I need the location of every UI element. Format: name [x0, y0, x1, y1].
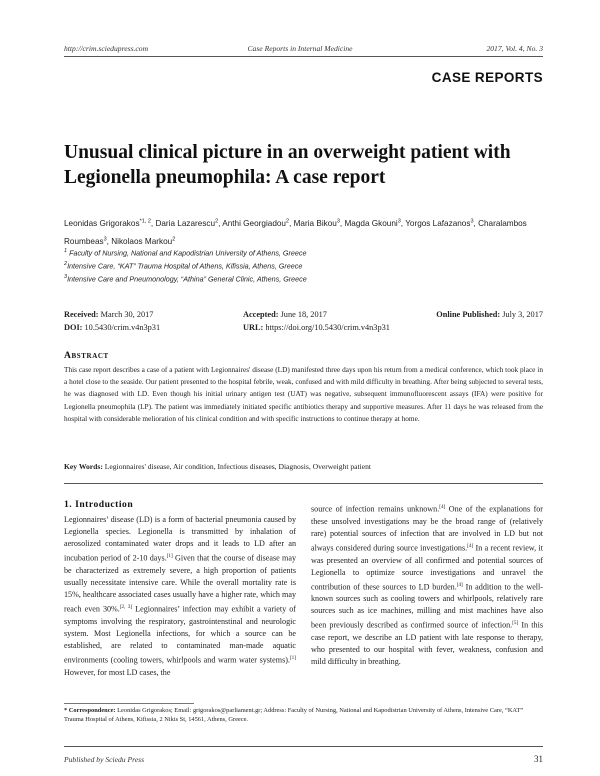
author-list [64, 213, 543, 250]
footer-rule [64, 746, 543, 747]
author: Leonidas Grigorakos$^{*1, 2}$, [64, 218, 156, 228]
affiliation: $^3$Intensive Care and Pneumonology, “Athina” General Clinic, Athens, Greece [64, 273, 307, 284]
header-volume: 2017, Vol. 4, No. 3 [486, 44, 543, 53]
author: Nikolaos Markou$^2$ [111, 236, 176, 247]
affiliation: $^2$Intensive Care, “KAT” Trauma Hospital of Athens, Kifissia, Athens, Greece [64, 260, 303, 271]
affiliations [64, 246, 543, 285]
section-label: CASE REPORTS [431, 70, 543, 85]
keywords: Key Words: Legionnaires' disease, Air condition, Infectious diseases, Diagnosis, Overweight patient [64, 462, 372, 471]
author: Yorgos Lafazanos$^3$, [405, 218, 479, 228]
correspondence-footnote: * Correspondence: Leonidas Grigorakos; Email: grigorakos@parliament.gr; Address: Faculty of Nursing, National and Kapodistrian University of Athens, Intensive Care, “KAT” Trauma Hospital of Athens, Kifissia, 2 Nikis St, 14561, Athens, Greece. [64, 707, 524, 724]
author: Anthi Georgiadou$^2$, [222, 218, 294, 228]
received-date: Received: March 30, 2017 [64, 310, 154, 319]
online-date: Online Published: July 3, 2017 [436, 310, 543, 319]
header-url[interactable]: http://crim.sciedupress.com [64, 44, 149, 53]
article-url[interactable]: URL: https://doi.org/10.5430/crim.v4n3p31 [243, 323, 390, 332]
abstract-heading: Abstract [64, 350, 109, 361]
header-journal: Case Reports in Internal Medicine [247, 44, 353, 53]
section-heading: 1. Introduction [64, 499, 134, 510]
author: Charalambos Roumbeas$^3$, [64, 218, 527, 247]
divider [64, 483, 543, 484]
author: Maria Bikou$^3$, [293, 218, 345, 228]
intro-left-column: Legionnaires’ disease (LD) is a form of bacterial pneumonia caused by Legionella species. Legionella is transmitted by inhalation of aerosolized contaminated water drops and it leads to LD after an incubation period of 2-10 days.[1] Given that the course of disease may be characterized as extremely severe, a high proportion of patients usually necessitate intensive care. While the overall mortality rate is 15%, healthcare associated cases usually have a higher rate, which may reach even 30%.[2, 3] Legionnaires’ infection may exhibit a variety of symptoms involving the respiratory, gastrointenstinal and neurologic system. Most Legionella infections, for which a source can be established, are related to contaminated man-made aquatic environments (cooling towers, whirlpools and warm water systems).[1] However, for most LD cases, the [64, 515, 296, 677]
doi: DOI: 10.5430/crim.v4n3p31 [64, 323, 161, 332]
affiliation: $^1$ Faculty of Nursing, National and Kapodistrian University of Athens, Greece [64, 248, 307, 258]
author: Magda Gkouni$^3$, [344, 218, 406, 228]
footer-publisher: Published by Sciedu Press [64, 755, 145, 764]
header-rule [64, 56, 543, 57]
accepted-date: Accepted: June 18, 2017 [243, 310, 327, 319]
page-number: 31 [534, 754, 543, 764]
author: Daria Lazarescu$^2$, [155, 218, 223, 228]
intro-right-column: source of infection remains unknown.[4] One of the explanations for these unsolved investigations may be the broad range of (relatively rare) potential sources of infection that are involved in LD but not always considered during source investigations.[4] In a recent review, it was presented an overview of all confirmed and potential sources of Legionella to optimize source investigations and unravel the contribution of these sources to LD burden.[4] In addition to the well-known sources such as cooling towers and whirlpools, relatively rare sources such as ice machines, milling and mist machines have also been previously described as confirmed source of infection.[5] In this case report, we describe an LD patient with late response to therapy, who presented to our hospital with fever, weakness, confusion and mild difficulty in breathing. [311, 504, 544, 667]
page-title: Unusual clinical picture in an overweight patient with Legionella pneumophila: A case report [64, 142, 511, 188]
footnote-rule [64, 703, 194, 704]
abstract-text: This case report describes a case of a patient with Legionnaires' disease (LD) manifested three days upon his return from a medical conference, which took place in a hotel close to the seaside. Our patient presented to the hospital febrile, weak, confused and with mild difficulty in breathing. After being subjected to several tests, he was diagnosed with LD. Even though his initial urinary antigen test (UAT) was negative, subsequent immunofluorescent assays (IFA) were positive for Legionella pneumophila (LP). The patient was immediately initiated specific antibiotics therapy and supportive measures. After 11 days he was released from the hospital with considerable melioration of his clinical condition and with specific instructions to continue therapy at home. [64, 365, 543, 423]
